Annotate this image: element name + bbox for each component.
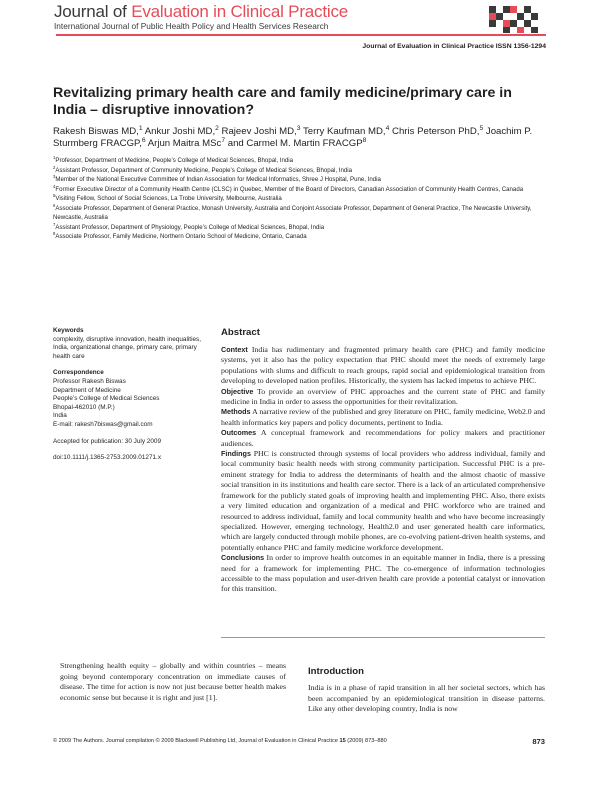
correspondence-line: Department of Medicine [53,386,121,394]
author-name: and Carmel M. Martin FRACGP [227,138,363,149]
author-name: Joachim P. Sturmberg FRACGP, [53,126,533,149]
author-affiliation-number: 6 [141,136,146,144]
affiliation-item [53,204,545,223]
affiliation-text: Assistant Professor, Department of Community Medicine, People’s College of Medical Sciences, Bhopal, India [55,166,352,174]
footer-volume: 15 [339,738,346,744]
abstract-section-label: Context [221,345,248,354]
affiliation-text: Assistant Professor, Department of Physiology, People’s College of Medical Sciences, Bhopal, India [55,223,325,231]
abstract-section [221,553,545,595]
abstract-section-text: A narrative review of the published and grey literature on PHC, family medicine, Web2.0 and health informatics key papers and policy documents, pertinent to India. [221,407,545,427]
affiliation-number: 5 [53,192,56,198]
abstract-section-label: Findings [221,449,251,459]
footer-copyright: © 2009 The Authors. Journal compilation © 2009 Blackwell Publishing Ltd, Journal of Evaluation in Clinical Practice [53,738,338,744]
affiliation-item [53,194,545,204]
author-affiliation-number: 4 [385,124,390,132]
author-name: Ankur Joshi MD, [144,126,216,137]
author-affiliation-number: 3 [296,124,301,132]
affiliation-number: 3 [53,173,56,179]
abstract-section-text: India has rudimentary and fragmented primary health care (PHC) and family medicine systems, yet it also has the policy expectation that PHC should meet the needs of extremely large populations with slums and difficult to reach groups, rapid social and epidemiological transition from developing to developed nation profiles. Historically, the system has lacked impetus to achieve PHC. [221,345,545,386]
footer-pages: (2009) 873–880 [347,738,387,744]
affiliation-text: Former Executive Director of a Community Health Centre (CLSC) in Quebec, Member of the Board of Directors, Canadian Association of Community Health Centres, Canada [55,185,524,193]
affiliation-item [53,175,545,185]
epigraph-text: Strengthening health equity – globally and within countries – means going beyond contemporary concentration on immediate causes of disease. The time for action is now not just because better health makes economic sense but because it is right and just [1]. [60,661,286,702]
author-list [53,126,545,150]
journal-title [54,3,348,21]
abstract-section [221,428,545,449]
abstract-section [221,449,545,553]
abstract-section-text: In order to improve health outcomes in an equitable manner in India, there is a pressing need for a framework for implementing PHC. The co-emergence of information technologies accessible to the mass population and user-driven health care provide a potential catalyst or innovation for this transition. [221,553,546,594]
issn-line: Journal of Evaluation in Clinical Practice ISSN 1356-1294 [362,43,546,50]
journal-title-part2: Evaluation in Clinical Practice [131,2,348,21]
author-name: Rakesh Biswas MD, [53,126,139,137]
abstract-body [221,345,545,595]
affiliation-number: 4 [53,183,56,189]
journal-title-part1: Journal of [54,2,127,21]
keywords-heading: Keywords [53,327,84,334]
abstract-section-text: A conceptual framework and recommendations for policy makers and practitioner audiences. [221,428,545,448]
journal-logo-icon [483,3,543,34]
abstract-section [221,387,545,408]
abstract-section-label: Methods [221,407,251,417]
keywords-text: complexity, disruptive innovation, health inequalities, India, organizational change, primary care, primary health care [53,335,202,360]
affiliation-text: Professor, Department of Medicine, People’s College of Medical Sciences, Bhopal, India [55,157,294,164]
author-name: Arjun Maitra MSc [147,138,222,149]
introduction-text: India is in a phase of rapid transition in all her societal sectors, which has been accompanied by an epidemiological transition in disease patterns. Like any other developing country, India is now [308,683,545,714]
affiliation-number: 6 [53,202,56,208]
affiliation-item [53,156,545,166]
affiliation-item [53,166,545,176]
correspondence-line: People’s College of Medical Sciences [53,395,160,403]
introduction-heading: Introduction [308,666,364,677]
affiliation-number: 7 [53,221,56,227]
affiliation-item [53,232,545,242]
abstract-section [221,345,545,387]
affiliation-text: Associate Professor, Family Medicine, Northern Ontario School of Medicine, Ontario, Canada [55,233,307,240]
article-sidebar [53,327,203,463]
author-affiliation-number: 1 [138,124,143,132]
page-footer [53,738,545,744]
affiliation-number: 1 [53,154,56,160]
correspondence-line: Professor Rakesh Biswas [53,377,126,385]
accepted-date: Accepted for publication: 30 July 2009 [53,437,162,445]
affiliation-list [53,156,545,242]
affiliation-number: 8 [53,230,56,236]
author-name: Rajeev Joshi MD, [221,126,297,137]
author-name: Terry Kaufman MD, [302,126,386,137]
author-affiliation-number: 5 [479,124,484,132]
abstract-section-text: PHC is constructed through systems of local providers who address individual, family and local community basic health needs with strong community participation. Successful PHC is a pre-eminent strategy for India to address the determinants of health and the almost chaotic of massive social transition in its institutions and health care sector. There is a lack of an articulated comprehensive framework for the publicly stated goals of improving health and implementing PHC. Also, there exists a very limited education and organization of a medical and PHC workforce who are trained and resourced to address individual, family and local community health and who have become increasingly specialized. However, emerging technology, Health2.0 and user generated health care informatics, which are largely conducted through mobile phones, are co-evolving patient-driven health systems, and potentially enhance PHC and family medicine workforce development. [221,449,545,552]
author-affiliation-number: 8 [362,136,367,144]
abstract-heading: Abstract [221,327,260,338]
abstract-section-text: To provide an overview of PHC approaches and the current state of PHC and family medicine in India in order to assess the opportunities for their revitalization. [221,386,545,407]
affiliation-item [53,185,545,195]
author-affiliation-number: 2 [215,124,219,132]
affiliation-item [53,223,545,233]
correspondence-heading: Correspondence [53,369,104,377]
affiliation-text: Associate Professor, Department of General Practice, Monash University, Australia and Conjoint Associate Professor, Department of General Practice, The Newcastle University, Newcastle, Australia [53,204,532,221]
abstract-section [221,407,545,428]
author-affiliation-number: 7 [221,136,226,144]
correspondence-line: India [53,412,67,420]
page-number: 873 [532,737,545,746]
affiliation-number: 2 [53,164,56,170]
affiliation-text: Member of the National Executive Committee of Indian Association for Medical Informatics, Shree J Hospital, Pune, India [55,176,381,183]
doi-link[interactable]: doi:10.1111/j.1365-2753.2009.01271.x [53,454,162,462]
abstract-section-label: Conclusions [221,553,265,563]
abstract-divider [221,637,545,638]
article-title: Revitalizing primary health care and family medicine/primary care in India – disruptive innovation? [53,85,512,118]
correspondence-email[interactable]: E-mail: rakesh7biswas@gmail.com [53,420,153,428]
abstract-section-label: Outcomes [221,428,257,438]
correspondence-line: Bhopal-462010 (M.P.) [53,403,115,411]
author-name: Chris Peterson PhD, [392,126,480,137]
abstract-section-label: Objective [221,386,254,396]
journal-subtitle: International Journal of Public Health Policy and Health Services Research [54,21,329,31]
affiliation-text: Visiting Fellow, School of Social Sciences, La Trobe University, Melbourne, Australia [55,195,282,202]
header-rule [56,34,546,36]
